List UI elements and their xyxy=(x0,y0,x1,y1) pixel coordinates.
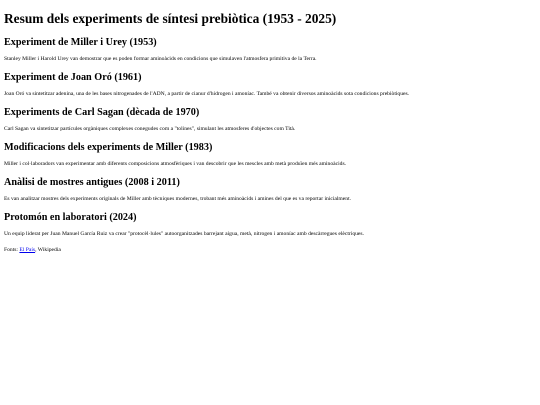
sources-line xyxy=(4,246,534,254)
section-heading-miller-modifications: Modificacions dels experiments de Miller (1983) xyxy=(4,142,213,153)
section-heading-ancient-samples: Anàlisi de mostres antigues (2008 i 2011) xyxy=(4,177,180,188)
section-heading-joan-oro: Experiment de Joan Oró (1961) xyxy=(4,72,142,83)
sources-label: Fonts: xyxy=(4,247,20,253)
page-title: Resum dels experiments de síntesi prebiòtica (1953 - 2025) xyxy=(4,11,337,26)
source-link-el-pais[interactable]: El País xyxy=(19,247,36,253)
section-heading-carl-sagan: Experiments de Carl Sagan (dècada de 1970) xyxy=(4,107,200,118)
sources-separator: , xyxy=(35,247,38,253)
section-text-miller-urey: Stanley Miller i Harold Urey van demostrar que es poden formar aminoàcids en condicions que simulaven l'atmosfera primitiva de la Terra. xyxy=(4,56,317,62)
source-wikipedia: Wikipedia xyxy=(37,247,61,253)
section-text-protomon: Un equip liderat per Juan Manuel García Ruiz va crear "protocèl·lules" autoorganitzades barrejant aigua, metà, nitrogen i amoníac amb descàrregues elèctriques. xyxy=(4,231,364,237)
section-text-ancient-samples: Es van analitzar mostres dels experiments originals de Miller amb tècniques modernes, trobant més aminoàcids i amines del que es va reportar inicialment. xyxy=(4,196,352,202)
section-text-joan-oro: Joan Oró va sintetitzar adenina, una de les bases nitrogenades de l'ADN, a partir de cianur d'hidrogen i amoníac. També va obtenir diversos aminoàcids sota condicions prebiòtiques. xyxy=(4,91,410,97)
section-heading-protomon: Protomón en laboratori (2024) xyxy=(4,212,137,223)
section-heading-miller-urey: Experiment de Miller i Urey (1953) xyxy=(4,37,157,48)
section-text-miller-modifications: Miller i col·laboradors van experimentar amb diferents composicions atmosfèriques i van descobrir que les mescles amb metà produïen més aminoàcids. xyxy=(4,161,347,167)
section-text-carl-sagan: Carl Sagan va sintetitzar partícules orgàniques complexes conegudes com a "tolines", simulant les atmosferes d'objectes com Tità. xyxy=(4,126,296,132)
